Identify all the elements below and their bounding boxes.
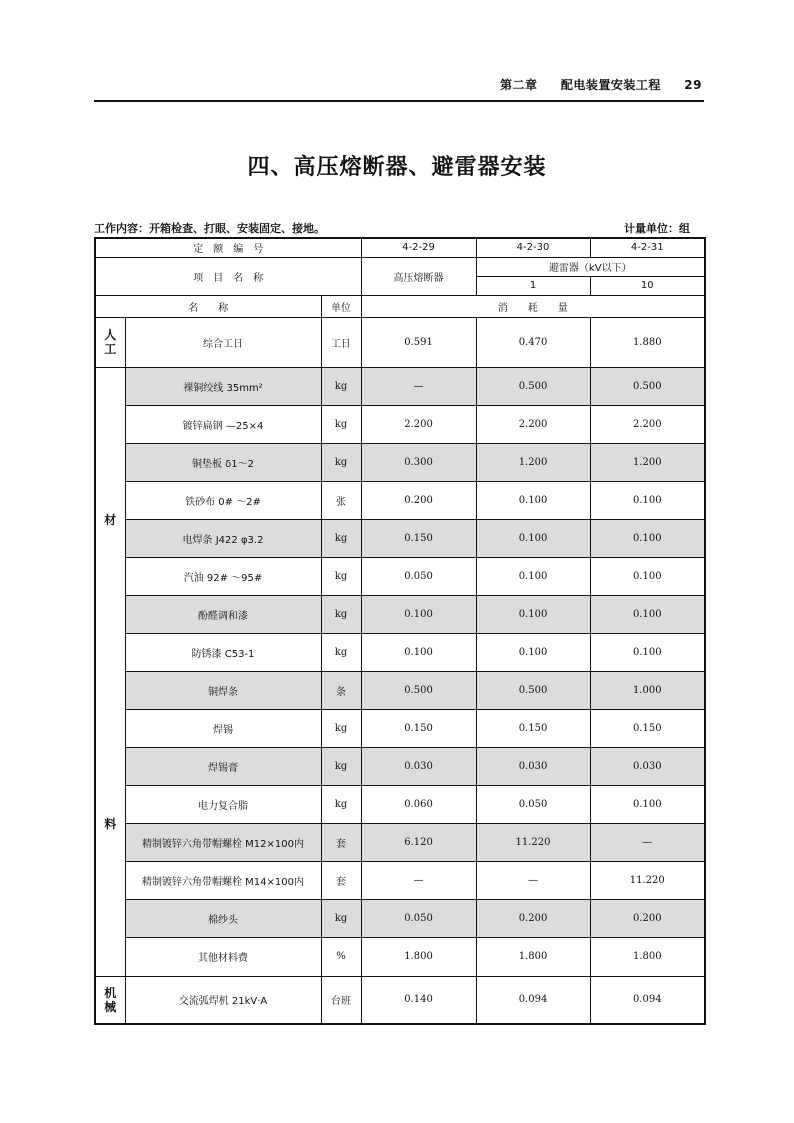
arrester-sub: 10 xyxy=(590,276,705,295)
material-row xyxy=(95,633,705,671)
value-cell: 0.100 xyxy=(590,595,705,633)
value-cell: 6.120 xyxy=(361,824,476,862)
value-cell: 1.000 xyxy=(590,672,705,710)
value-cell: 0.100 xyxy=(476,519,590,557)
labor-row xyxy=(95,317,705,367)
col-name-header: 名 称 xyxy=(95,295,321,317)
value-cell: 0.591 xyxy=(361,317,476,367)
item-name: 铜焊条 xyxy=(125,672,321,710)
value-cell: 0.150 xyxy=(361,519,476,557)
value-cell: 11.220 xyxy=(590,862,705,900)
value-cell: 0.030 xyxy=(476,748,590,786)
value-cell: 11.220 xyxy=(476,824,590,862)
value-cell: 0.100 xyxy=(476,595,590,633)
item-name: 防锈漆 C53-1 xyxy=(125,633,321,671)
work-content: 工作内容：开箱检查、打眼、安装固定、接地。 xyxy=(94,222,325,235)
value-cell: 0.100 xyxy=(590,633,705,671)
value-cell: 0.300 xyxy=(361,443,476,481)
material-row xyxy=(95,519,705,557)
code-cell: 4-2-29 xyxy=(361,238,476,257)
col-unit-header: 单位 xyxy=(321,295,361,317)
value-cell: 0.470 xyxy=(476,317,590,367)
item-name: 电力复合脂 xyxy=(125,786,321,824)
machine-row xyxy=(95,976,705,1024)
material-row xyxy=(95,481,705,519)
item-unit: kg xyxy=(321,443,361,481)
value-cell: 0.060 xyxy=(361,786,476,824)
item-unit: 条 xyxy=(321,672,361,710)
value-cell: 0.150 xyxy=(476,710,590,748)
value-cell: 0.100 xyxy=(590,786,705,824)
item-name: 交流弧焊机 21kV·A xyxy=(125,976,321,1024)
code-cell: 4-2-30 xyxy=(476,238,590,257)
value-cell: 0.150 xyxy=(590,710,705,748)
item-name: 焊锡 xyxy=(125,710,321,748)
item-name: 综合工日 xyxy=(125,317,321,367)
item-name: 电焊条 J422 φ3.2 xyxy=(125,519,321,557)
section-label: 配电装置安装工程 xyxy=(560,78,661,92)
item-name: 铜垫板 δ1～2 xyxy=(125,443,321,481)
material-row xyxy=(95,672,705,710)
value-cell: 0.100 xyxy=(476,557,590,595)
item-name: 汽油 92# ～95# xyxy=(125,557,321,595)
item-unit: kg xyxy=(321,710,361,748)
value-cell: 2.200 xyxy=(476,405,590,443)
material-row xyxy=(95,367,705,405)
value-cell: 0.050 xyxy=(476,786,590,824)
value-cell: 0.100 xyxy=(476,481,590,519)
item-unit: kg xyxy=(321,633,361,671)
item-name: 精制镀锌六角带帽螺栓 M14×100内 xyxy=(125,862,321,900)
material-row xyxy=(95,862,705,900)
value-cell: 1.800 xyxy=(476,938,590,976)
item-name: 棉纱头 xyxy=(125,900,321,938)
item-name: 焊锡膏 xyxy=(125,748,321,786)
value-cell: 0.030 xyxy=(590,748,705,786)
item-unit: 张 xyxy=(321,481,361,519)
quota-label: 定 额 编 号 xyxy=(95,238,361,257)
page-title: 四、高压熔断器、避雷器安装 xyxy=(247,155,547,180)
material-row xyxy=(95,938,705,976)
material-row xyxy=(95,557,705,595)
value-cell: 0.030 xyxy=(361,748,476,786)
material-row xyxy=(95,405,705,443)
value-cell: 0.094 xyxy=(590,976,705,1024)
value-cell: 0.200 xyxy=(590,900,705,938)
page-number: 29 xyxy=(684,78,702,92)
value-cell: 0.500 xyxy=(476,367,590,405)
item-name: 裸铜绞线 35mm² xyxy=(125,367,321,405)
value-cell: 2.200 xyxy=(361,405,476,443)
value-cell: 0.150 xyxy=(361,710,476,748)
meta-row xyxy=(94,220,704,236)
item-unit: kg xyxy=(321,557,361,595)
value-cell: 2.200 xyxy=(590,405,705,443)
value-cell: 1.880 xyxy=(590,317,705,367)
material-category: 材 料 xyxy=(95,367,125,976)
value-cell: 0.200 xyxy=(361,481,476,519)
arrester-label: 避雷器（kV以下） xyxy=(476,257,705,276)
value-cell: 0.100 xyxy=(590,481,705,519)
arrester-sub: 1 xyxy=(476,276,590,295)
code-row xyxy=(95,238,705,257)
value-cell: 1.200 xyxy=(476,443,590,481)
item-unit: kg xyxy=(321,405,361,443)
value-cell: — xyxy=(476,862,590,900)
item-unit: kg xyxy=(321,748,361,786)
value-cell: 0.100 xyxy=(361,595,476,633)
material-row xyxy=(95,900,705,938)
value-cell: 0.050 xyxy=(361,557,476,595)
value-cell: 0.500 xyxy=(476,672,590,710)
value-cell: 0.050 xyxy=(361,900,476,938)
code-cell: 4-2-31 xyxy=(590,238,705,257)
value-cell: 0.094 xyxy=(476,976,590,1024)
value-cell: 0.200 xyxy=(476,900,590,938)
material-row xyxy=(95,786,705,824)
item-name: 精制镀锌六角带帽螺栓 M12×100内 xyxy=(125,824,321,862)
col-consumption-header: 消 耗 量 xyxy=(361,295,705,317)
item-unit: kg xyxy=(321,519,361,557)
value-cell: 0.100 xyxy=(476,633,590,671)
material-row xyxy=(95,443,705,481)
value-cell: 1.800 xyxy=(590,938,705,976)
item-name: 其他材料费 xyxy=(125,938,321,976)
item-name: 铁砂布 0# ～2# xyxy=(125,481,321,519)
running-header xyxy=(94,74,704,102)
item-unit: kg xyxy=(321,367,361,405)
value-cell: 0.100 xyxy=(590,519,705,557)
value-cell: 0.140 xyxy=(361,976,476,1024)
item-name-label: 项 目 名 称 xyxy=(95,257,361,295)
material-row xyxy=(95,595,705,633)
item-unit: % xyxy=(321,938,361,976)
value-cell: 0.500 xyxy=(361,672,476,710)
labor-category: 人 工 xyxy=(95,317,125,367)
value-cell: 0.100 xyxy=(361,633,476,671)
material-row xyxy=(95,748,705,786)
value-cell: — xyxy=(590,824,705,862)
material-row xyxy=(95,824,705,862)
unit-label: 计量单位：组 xyxy=(624,222,690,235)
item-name: 镀锌扁钢 —25×4 xyxy=(125,405,321,443)
value-cell: 1.200 xyxy=(590,443,705,481)
machine-category: 机 械 xyxy=(95,976,125,1024)
item-unit: 台班 xyxy=(321,976,361,1024)
item-unit: 套 xyxy=(321,862,361,900)
item-name: 酚醛调和漆 xyxy=(125,595,321,633)
value-cell: 1.800 xyxy=(361,938,476,976)
quota-table xyxy=(94,237,706,1025)
material-row xyxy=(95,710,705,748)
item-unit: kg xyxy=(321,786,361,824)
item-unit: 工日 xyxy=(321,317,361,367)
fuse-label: 高压熔断器 xyxy=(361,257,476,295)
item-unit: kg xyxy=(321,900,361,938)
chapter-label: 第二章 xyxy=(499,78,538,92)
item-unit: 套 xyxy=(321,824,361,862)
value-cell: 0.500 xyxy=(590,367,705,405)
item-unit: kg xyxy=(321,595,361,633)
value-cell: 0.100 xyxy=(590,557,705,595)
value-cell: — xyxy=(361,862,476,900)
value-cell: — xyxy=(361,367,476,405)
